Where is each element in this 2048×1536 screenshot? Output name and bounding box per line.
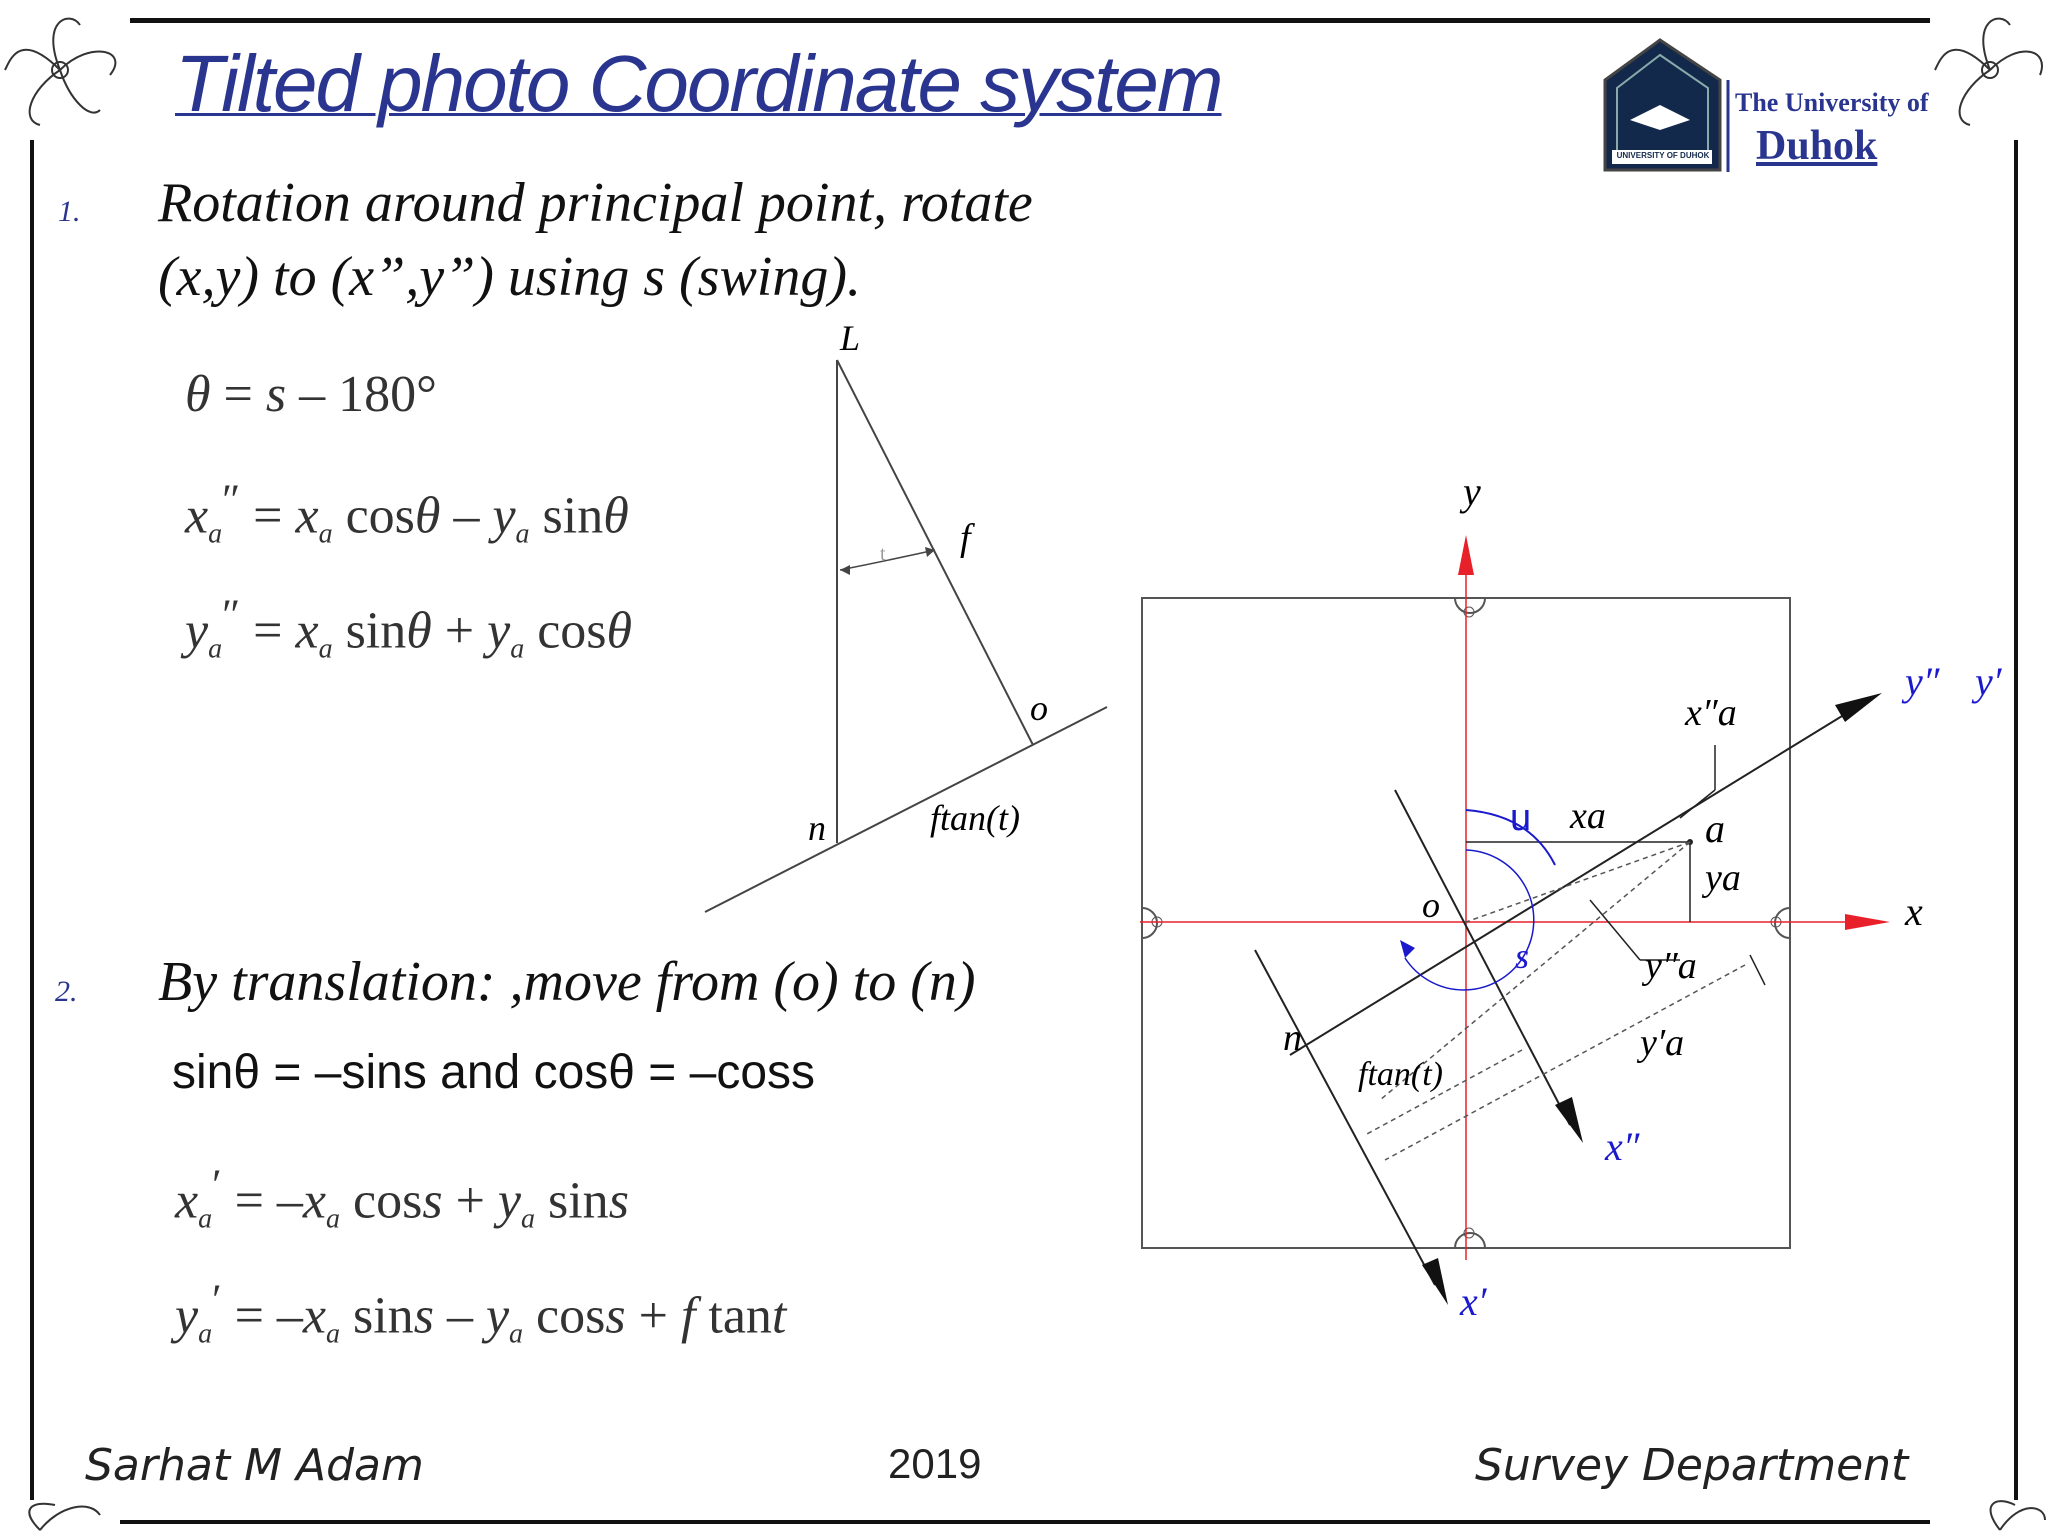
item2-text: By translation: ,move from (o) to (n): [158, 951, 976, 1013]
item2-number: 2.: [55, 975, 78, 1008]
logo-badge-text: UNIVERSITY OF DUHOK: [1616, 151, 1710, 160]
footer-year: 2019: [888, 1440, 982, 1487]
footer-author: Sarhat M Adam: [85, 1440, 424, 1491]
logo-university-text: The University of: [1735, 88, 1929, 117]
svg-text:y: y: [1463, 469, 1481, 514]
svg-text:x″a: x″a: [1685, 692, 1737, 734]
svg-text:s: s: [1515, 936, 1530, 976]
svg-text:a: a: [1705, 806, 1725, 851]
svg-text:y″: y″: [1905, 659, 1940, 704]
logo-duhok-text: Duhok: [1756, 123, 1878, 169]
item1-number: 1.: [58, 195, 81, 228]
svg-text:ftan(t): ftan(t): [930, 798, 1020, 838]
svg-text:x″: x″: [1605, 1124, 1640, 1169]
svg-text:y′: y′: [1975, 659, 2002, 704]
equation-x-double-prime: $x_a'' = x_a$ cosθ – $y_a$ sinθ: [185, 476, 629, 550]
svg-text:y′a: y′a: [1640, 1022, 1685, 1064]
trig-relation: sinθ = –sins and cosθ = –coss: [172, 1046, 816, 1099]
equation-x-prime: $x_a' = -x_a$ $\cos s + y_a$ sins: [175, 1161, 629, 1235]
svg-text:y″a: y″a: [1645, 945, 1697, 987]
svg-text:u: u: [1510, 797, 1532, 839]
svg-text:n: n: [1283, 1017, 1302, 1059]
svg-text:n: n: [808, 808, 826, 848]
svg-text:x: x: [1905, 889, 1923, 934]
slide-title: Tilted photo Coordinate system: [175, 39, 1222, 128]
svg-text:f: f: [960, 517, 971, 559]
svg-text:ya: ya: [1705, 857, 1741, 899]
equation-y-prime: $y_a' = -x_a$ sins – $y_a$ coss + f tant: [175, 1276, 787, 1350]
svg-text:xa: xa: [1570, 795, 1606, 837]
svg-text:o: o: [1030, 688, 1048, 728]
equation-theta: θ = s – 180°: [185, 366, 437, 423]
item1-line1: Rotation around principal point, rotate: [158, 172, 1033, 234]
svg-text:x′: x′: [1460, 1279, 1487, 1324]
equation-y-double-prime: $y_a'' = x_a$ $\sin\theta + y_a$ cosθ: [185, 591, 633, 665]
svg-text:o: o: [1422, 885, 1440, 925]
svg-text:t: t: [880, 543, 886, 565]
svg-text:ftan(t): ftan(t): [1358, 1056, 1443, 1093]
tilt-L-label: L: [840, 318, 861, 358]
item1-line2: (x,y) to (x”,y”) using s (swing).: [158, 246, 862, 308]
footer-department: Survey Department: [1475, 1440, 1909, 1491]
